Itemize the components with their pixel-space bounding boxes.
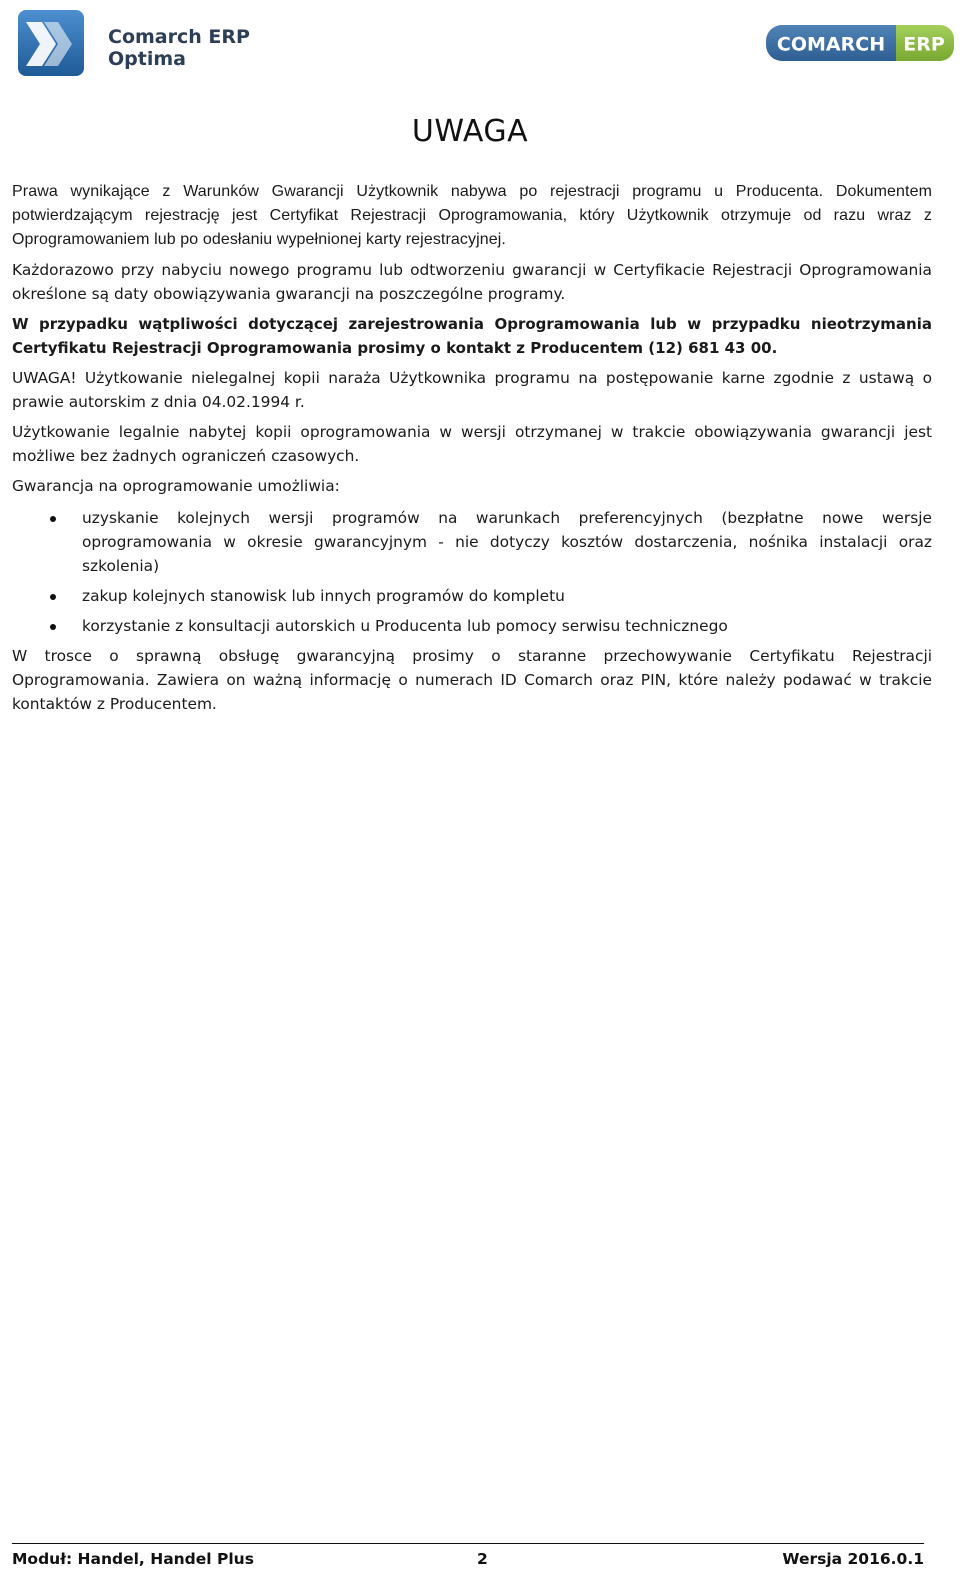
list-item-text: korzystanie z konsultacji autorskich u Producenta lub pomocy serwisu technicznego: [82, 617, 728, 635]
legal-copy-usage-paragraph: Użytkowanie legalnie nabytej kopii oprogramowania w wersji otrzymanej w trakcie obowiązywania gwarancji jest możliwe bez żadnych ograniczeń czasowych.: [12, 423, 932, 465]
comarch-logo-text: COMARCH: [776, 33, 886, 56]
footer-version: Wersja 2016.0.1: [782, 1550, 924, 1568]
optima-logo-icon: [16, 8, 88, 80]
warranty-registration-paragraph: Prawa wynikające z Warunków Gwarancji Użytkownik nabywa po rejestracji programu u Producenta. Dokumentem potwierdzającym rejestrację jest Certyfikat Rejestracji Oprogramowania, który Użytkownik otrzymuje od razu wraz z Oprogramowaniem lub po odesłaniu wypełnionej karty rejestracyjnej.: [12, 183, 932, 248]
bullet-icon: [50, 624, 56, 630]
warranty-dates-paragraph: Każdorazowo przy nabyciu nowego programu lub odtworzeniu gwarancji w Certyfikacie Rejestracji Oprogramowania określone są daty obowiązywania gwarancji na poszczególne programy.: [12, 261, 932, 303]
optima-logo-line1: Comarch ERP: [108, 26, 250, 48]
bullet-icon: [50, 594, 56, 600]
page-title: UWAGA: [411, 114, 529, 149]
footer-page-number: 2: [477, 1550, 488, 1568]
footer-module: Moduł: Handel, Handel Plus: [12, 1550, 254, 1568]
page-footer: [12, 1543, 924, 1574]
bullet-icon: [50, 516, 56, 522]
certificate-storage-paragraph: W trosce o sprawną obsługę gwarancyjną prosimy o staranne przechowywanie Certyfikatu Rejestracji Oprogramowania. Zawiera on ważną informację o numerach ID Comarch oraz PIN, które należy podawać w trakcie kontaktów z Producentem.: [12, 647, 932, 713]
list-item: [12, 614, 932, 638]
comarch-erp-optima-logo: [16, 8, 256, 80]
list-item: [12, 584, 932, 608]
comarch-erp-logo: [764, 23, 956, 63]
optima-logo-text: [108, 26, 250, 70]
erp-logo-text: ERP: [903, 33, 945, 56]
optima-logo-line2: Optima: [108, 48, 186, 70]
illegal-copy-warning-paragraph: UWAGA! Użytkowanie nielegalnej kopii naraża Użytkownika programu na postępowanie karne zgodnie z ustawą o prawie autorskim z dnia 04.02.1994 r.: [12, 369, 932, 411]
document-body: [12, 180, 932, 722]
warranty-benefits-list: [12, 506, 932, 638]
list-item: [12, 506, 932, 578]
page-header: [0, 0, 960, 90]
list-item-text: zakup kolejnych stanowisk lub innych programów do kompletu: [82, 587, 565, 605]
warranty-benefits-intro: Gwarancja na oprogramowanie umożliwia:: [12, 477, 340, 495]
list-item-text: uzyskanie kolejnych wersji programów na warunkach preferencyjnych (bezpłatne nowe wersje oprogramowania w okresie gwarancyjnym - nie dotyczy kosztów dostarczenia, nośnika instalacji oraz szkolenia): [82, 509, 932, 575]
contact-producer-paragraph: W przypadku wątpliwości dotyczącej zarejestrowania Oprogramowania lub w przypadku nieotrzymania Certyfikatu Rejestracji Oprogramowania prosimy o kontakt z Producentem (12) 681 43 00.: [12, 315, 932, 357]
